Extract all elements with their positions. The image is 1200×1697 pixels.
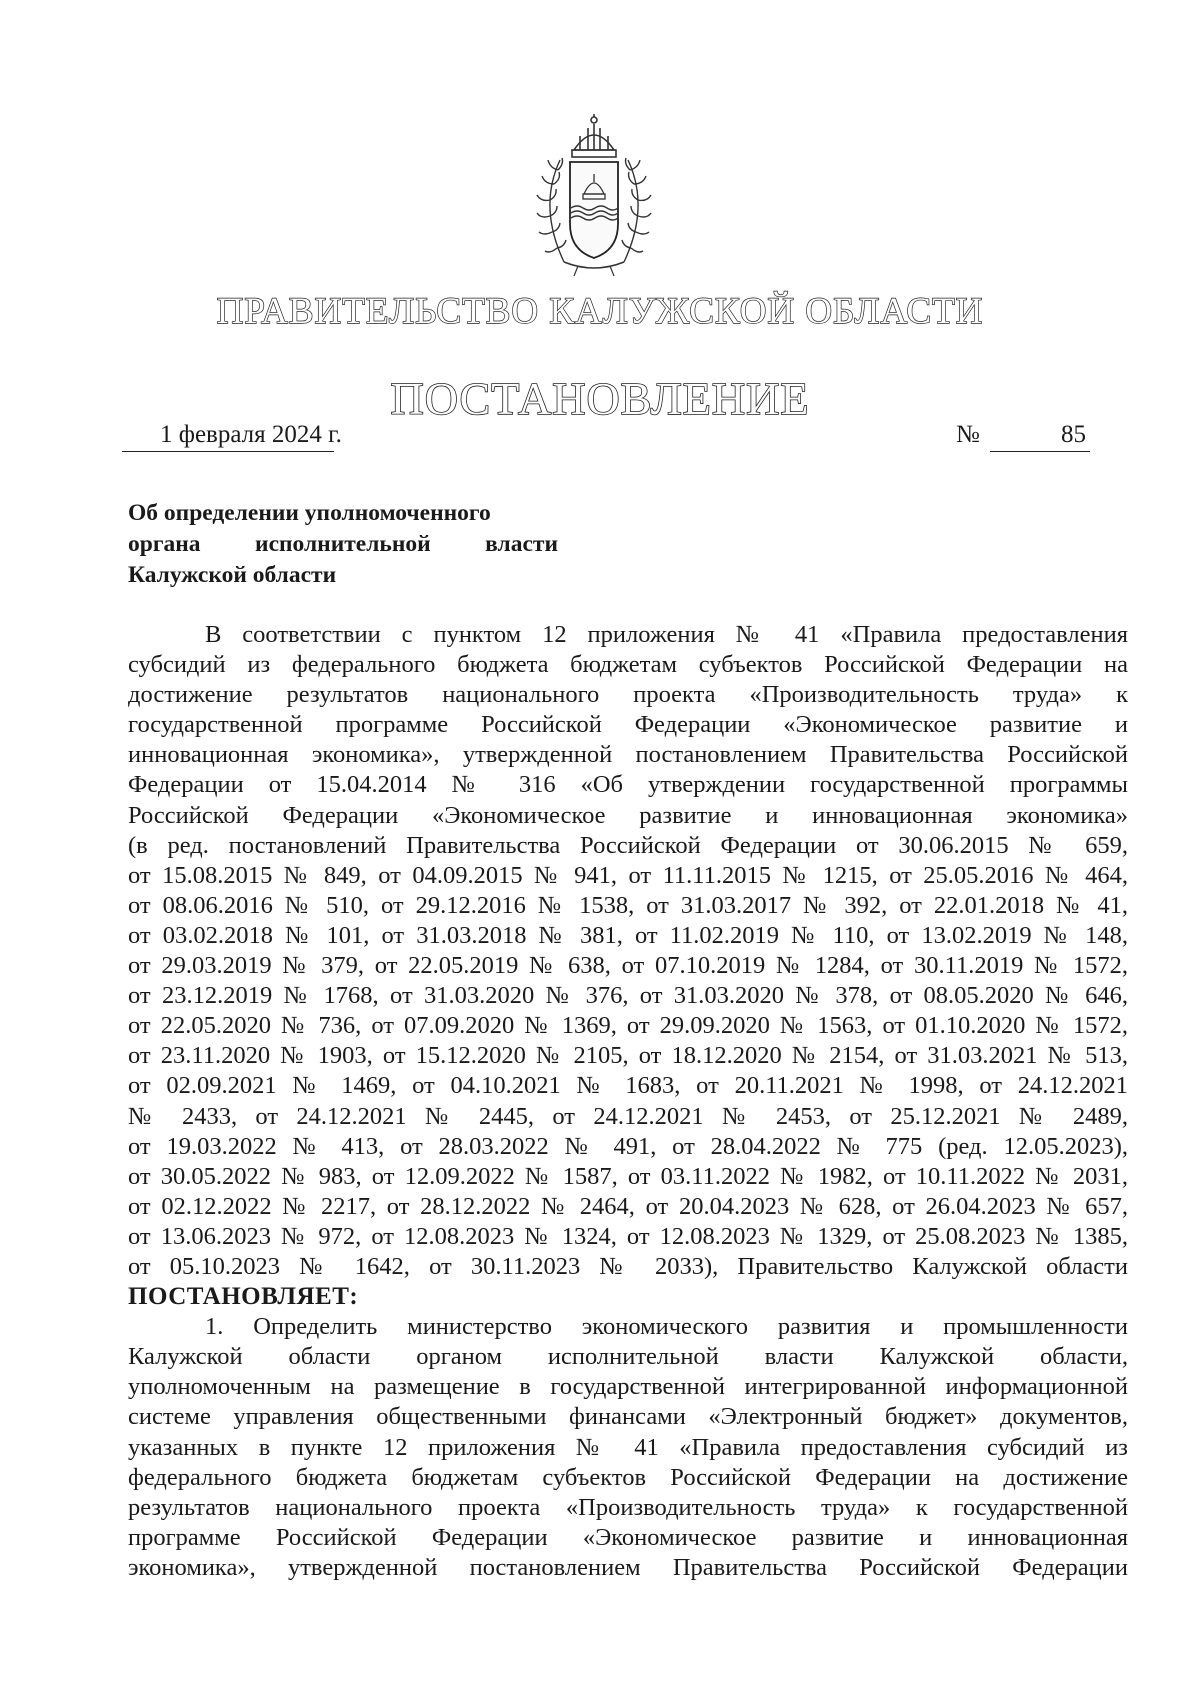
document-body [128,620,1128,1583]
number-value: 85 [1061,421,1086,448]
item1-line: Калужской области органом исполнительной власти Калужской области, [128,1343,1128,1371]
item1-line: указанных в пункте 12 приложения № 41 «Правила предоставления субсидий из [128,1433,1128,1461]
item1-line: федерального бюджета бюджетам субъектов Российской Федерации на достижение [128,1463,1128,1491]
preamble-line: от 15.08.2015 № 849, от 04.09.2015 № 941, от 11.11.2015 № 1215, от 25.05.2016 № 464, [128,861,1128,889]
item1-line: системе управления общественными финансами «Электронный бюджет» документов, [128,1403,1128,1431]
preamble-line: от 23.12.2019 № 1768, от 31.03.2020 № 376, от 31.03.2020 № 378, от 08.05.2020 № 646, [128,982,1128,1010]
subject-line: органа исполнительной власти [128,531,558,557]
document-date-text: 1 февраля 2024 г. [160,421,342,448]
item1-line: программе Российской Федерации «Экономическое развитие и инновационная [128,1523,1128,1551]
subject-line: Об определении уполномоченного [128,500,491,526]
preamble-line: от 23.11.2020 № 1903, от 15.12.2020 № 2105, от 18.12.2020 № 2154, от 31.03.2021 № 513, [128,1042,1128,1070]
preamble-line: субсидий из федерального бюджета бюджетам субъектов Российской Федерации на [128,651,1128,679]
preamble-line: от 08.06.2016 № 510, от 29.12.2016 № 1538, от 31.03.2017 № 392, от 22.01.2018 № 41, [128,891,1128,919]
preamble-line: инновационная экономика», утвержденной постановлением Правительства Российской [128,741,1128,769]
preamble-line: от 22.05.2020 № 736, от 07.09.2020 № 1369, от 29.09.2020 № 1563, от 01.10.2020 № 1572, [128,1012,1128,1040]
document-type-title: ПОСТАНОВЛЕНИЕ [390,373,810,424]
preamble-line: от 29.03.2019 № 379, от 22.05.2019 № 638, от 07.10.2019 № 1284, от 30.11.2019 № 1572, [128,952,1128,980]
preamble-line: от 19.03.2022 № 413, от 28.03.2022 № 491, от 28.04.2022 № 775 (ред. 12.05.2023), [128,1132,1128,1160]
number-sign: № [956,421,980,448]
subject-line: Калужской области [128,562,337,588]
preamble-line: Российской Федерации «Экономическое развитие и инновационная экономика» [128,801,1128,829]
item1-line: 1. Определить министерство экономического развития и промышленности [205,1313,1128,1341]
organization-title: ПРАВИТЕЛЬСТВО КАЛУЖСКОЙ ОБЛАСТИ [216,291,984,332]
preamble-line: от 02.12.2022 № 2217, от 28.12.2022 № 2464, от 20.04.2023 № 628, от 26.04.2023 № 657, [128,1192,1128,1220]
preamble-line: от 03.02.2018 № 101, от 31.03.2018 № 381, от 11.02.2019 № 110, от 13.02.2019 № 148, [128,921,1128,949]
document-number [956,421,1106,453]
preamble-line: Федерации от 15.04.2014 № 316 «Об утверждении государственной программы [128,771,1128,799]
item1-line: экономика», утвержденной постановлением Правительства Российской Федерации [128,1553,1128,1581]
preamble-line: от 05.10.2023 № 1642, от 30.11.2023 № 2033), Правительство Калужской области [128,1252,1128,1280]
decree-word: ПОСТАНОВЛЯЕТ: [128,1283,359,1311]
coat-of-arms-icon [530,112,658,280]
item1-line: уполномоченным на размещение в государственной интегрированной информационной [128,1373,1128,1401]
preamble-line: достижение результатов национального проекта «Производительность труда» к [128,681,1128,709]
preamble-line: государственной программе Российской Федерации «Экономическое развитие и [128,711,1128,739]
number-underline [990,421,1090,452]
preamble-line: от 30.05.2022 № 983, от 12.09.2022 № 1587, от 03.11.2022 № 1982, от 10.11.2022 № 2031, [128,1162,1128,1190]
preamble-line: от 13.06.2023 № 972, от 12.08.2023 № 1324, от 12.08.2023 № 1329, от 25.08.2023 № 1385, [128,1222,1128,1250]
preamble-line: (в ред. постановлений Правительства Российской Федерации от 30.06.2015 № 659, [128,831,1128,859]
preamble-line: В соответствии с пунктом 12 приложения № 41 «Правила предоставления [205,621,1128,648]
document-date [122,421,342,452]
preamble-line: № 2433, от 24.12.2021 № 2445, от 24.12.2021 № 2453, от 25.12.2021 № 2489, [128,1102,1128,1130]
preamble-line: от 02.09.2021 № 1469, от 04.10.2021 № 1683, от 20.11.2021 № 1998, от 24.12.2021 [128,1072,1128,1100]
item1-line: результатов национального проекта «Производительность труда» к государственной [128,1493,1128,1521]
document-subject [128,498,558,591]
